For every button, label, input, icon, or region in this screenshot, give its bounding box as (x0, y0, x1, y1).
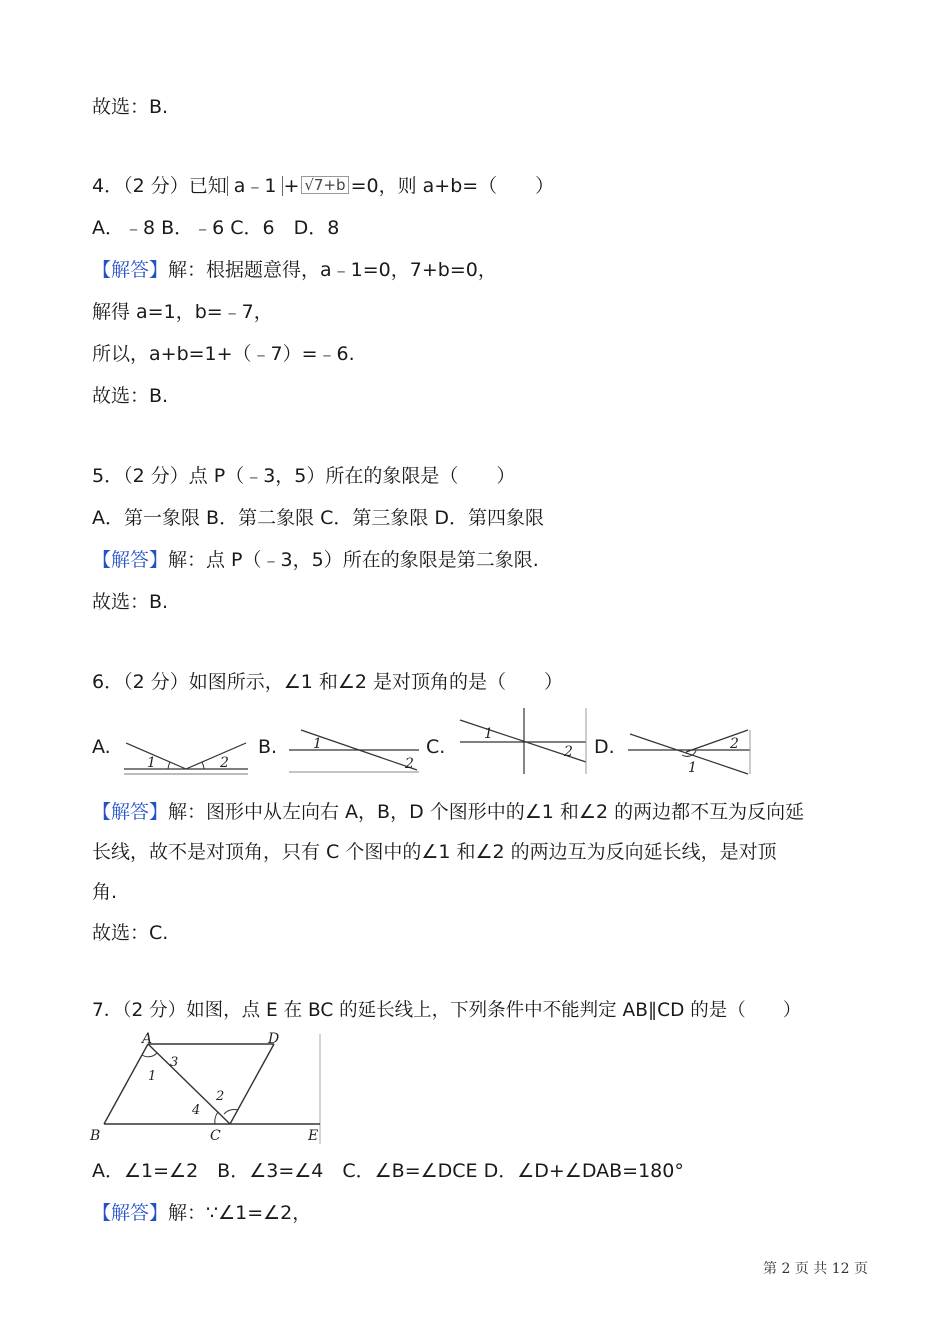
q7-angle-4: 4 (192, 1103, 201, 1118)
q4-sqrt-expr: √7+b (301, 176, 348, 194)
question-7-options: A．∠1=∠2 B．∠3=∠4 C．∠B=∠DCE D．∠D+∠DAB=180° (92, 1160, 684, 1182)
q6-a-angle-2: 2 (220, 755, 229, 771)
q7-angle-3: 3 (170, 1055, 179, 1070)
q6-d-angle-2: 2 (730, 736, 739, 752)
page-number-footer: 第 2 页 共 12 页 (763, 1261, 868, 1277)
question-7-solution (92, 1200, 311, 1226)
question-5-stem: 5．（2 分）点 P（﹣3，5）所在的象限是（ ） (92, 465, 516, 487)
question-4-stem (92, 173, 554, 199)
q6-sol-text: 解：图形中从左向右 A，B，D 个图形中的∠1 和∠2 的两边都不互为反向延 (168, 801, 805, 823)
question-4-solution-2: 解得 a=1，b=﹣7， (92, 301, 273, 323)
q7-sol-text: 解：∵∠1=∠2， (168, 1202, 312, 1224)
q7-angle-2: 2 (216, 1089, 225, 1104)
q6-figure-a (122, 736, 250, 778)
question-5-answer: 故选：B. (92, 591, 169, 613)
q4-stem-suffix: =0，则 a+b=（ ） (350, 175, 555, 197)
q4-sol-text: 解：根据题意得，a﹣1=0，7+b=0， (168, 259, 497, 281)
q6-b-angle-1: 1 (313, 736, 322, 752)
question-4-solution-3: 所以，a+b=1+（﹣7）=﹣6. (92, 343, 355, 365)
q6-option-c-label: C. (426, 736, 446, 758)
q6-figure-d (626, 726, 752, 776)
solution-tag: 【解答】 (92, 801, 169, 823)
q4-plus: + (283, 175, 300, 197)
q5-sol-text: 解：点 P（﹣3，5）所在的象限是第二象限. (168, 549, 539, 571)
q6-b-angle-2: 2 (405, 756, 414, 772)
answer-line-q3: 故选：B. (92, 96, 169, 118)
q7-vertex-e: E (308, 1128, 319, 1144)
q4-abs-expr: a﹣1 (227, 176, 284, 196)
q6-c-angle-2: 2 (564, 744, 573, 760)
q7-vertex-c: C (210, 1128, 221, 1144)
q6-a-angle-1: 1 (147, 755, 156, 771)
q6-c-angle-1: 1 (484, 726, 493, 742)
question-4-solution-1 (92, 257, 497, 283)
question-5-solution (92, 547, 539, 573)
q6-option-b-label: B. (258, 736, 278, 758)
q6-option-a-label: A. (92, 736, 111, 758)
question-6-stem: 6．（2 分）如图所示，∠1 和∠2 是对顶角的是（ ） (92, 671, 564, 693)
q7-vertex-a: A (142, 1032, 153, 1047)
question-7-stem: 7．（2 分）如图，点 E 在 BC 的延长线上，下列条件中不能判定 AB∥CD 的是（ ） (92, 1000, 802, 1021)
solution-tag: 【解答】 (92, 549, 169, 571)
question-6-solution-1 (92, 799, 804, 825)
question-4-answer: 故选：B. (92, 385, 169, 407)
q6-option-d-label: D. (594, 736, 615, 758)
question-6-answer: 故选：C. (92, 922, 169, 944)
q4-stem-prefix: 4．（2 分）已知 (92, 175, 227, 197)
question-6-solution-3: 角. (92, 881, 118, 903)
q7-vertex-b: B (90, 1128, 101, 1144)
question-4-options: A．﹣8 B．﹣6 C．6 D．8 (92, 217, 340, 239)
q6-figure-b (287, 726, 421, 776)
q6-d-angle-1: 1 (688, 760, 697, 776)
q7-angle-1: 1 (148, 1069, 157, 1084)
q7-vertex-d: D (268, 1032, 280, 1047)
solution-tag: 【解答】 (92, 259, 169, 281)
question-5-options: A．第一象限 B．第二象限 C．第三象限 D．第四象限 (92, 507, 545, 529)
question-6-solution-2: 长线，故不是对顶角，只有 C 个图中的∠1 和∠2 的两边互为反向延长线，是对顶 (92, 841, 777, 863)
q7-figure-parallelogram (88, 1032, 324, 1146)
q6-figure-c (458, 706, 588, 776)
solution-tag: 【解答】 (92, 1202, 169, 1224)
